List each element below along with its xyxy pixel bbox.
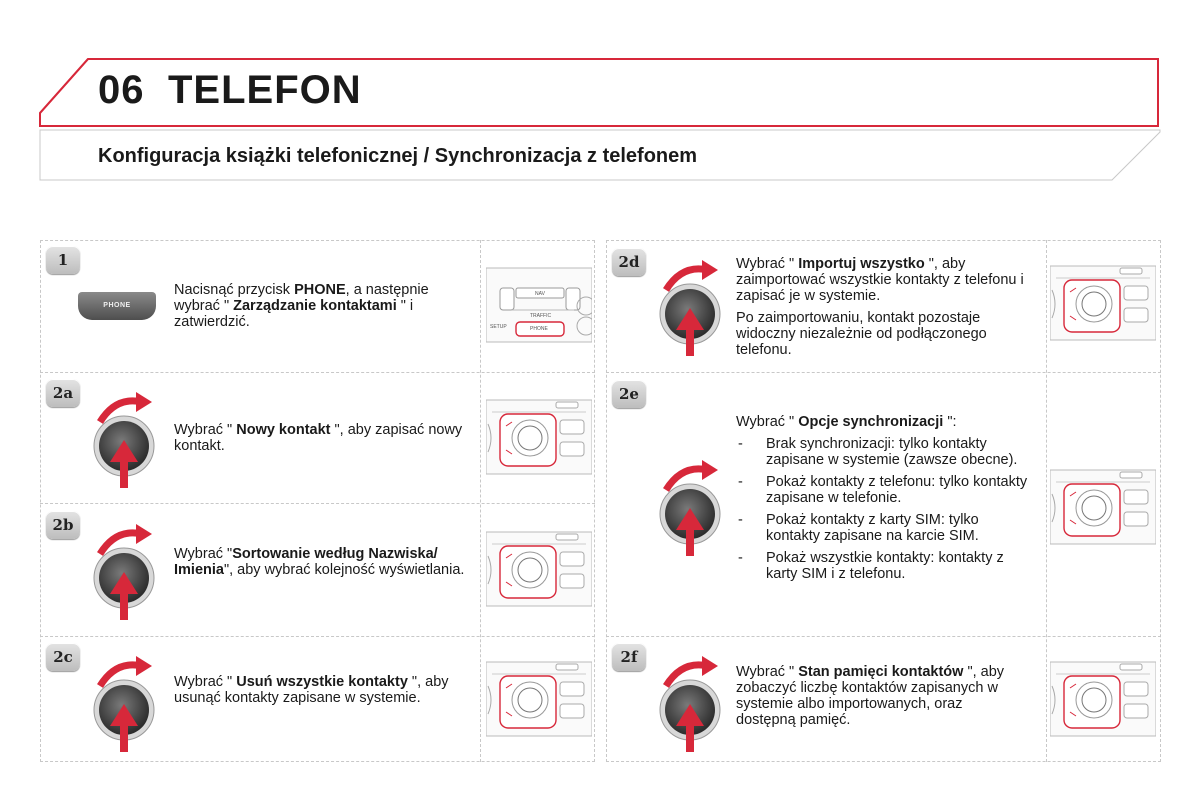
step-2a-text: Wybrać " Nowy kontakt ", aby zapisać nowy kontakt.: [174, 422, 463, 454]
rotary-knob-icon: [86, 520, 166, 620]
nav-label: NAV: [535, 291, 545, 297]
rotary-knob-icon: [652, 456, 732, 556]
chapter-header: [0, 0, 1200, 200]
sync-option: - Pokaż wszystkie kontakty: kontakty z karty SIM i z telefonu.: [736, 550, 1036, 582]
sync-option: - Pokaż kontakty z telefonu: tylko kontakty zapisane w telefonie.: [736, 474, 1036, 506]
sync-option: - Brak synchronizacji: tylko kontakty zapisane w systemie (zawsze obecne).: [736, 436, 1036, 468]
right-row-divider-2: [606, 636, 1161, 637]
control-dial-icon: [486, 398, 592, 476]
left-row-divider-1: [40, 372, 595, 373]
step-2d-text: Wybrać " Importuj wszystko ", aby zaimportować wszystkie kontakty z telefonu i zapisać je w systemie. Po zaimportowaniu, kontakt pozostaje widoczny niezależnie od podłączonego telefonu.: [736, 256, 1024, 358]
rotary-knob-icon: [86, 652, 166, 752]
step-badge: 1: [46, 246, 80, 274]
phone-label: PHONE: [294, 282, 346, 298]
step-badge: 2c: [46, 643, 80, 671]
control-dial-icon: [1050, 264, 1156, 342]
control-dial-icon: [1050, 660, 1156, 738]
control-dial-icon: [486, 660, 592, 738]
step-2e-text: Wybrać " Opcje synchronizacji ": - Brak synchronizacji: tylko kontakty zapisane w systemie (zawsze obecne). - Pokaż kontakty z telefonu: tylko kontakty zapisane w telefonie. - Pokaż kontakty z karty SIM: tylko kontakty zapisane na karcie SIM. - Pokaż wszystkie kontakty: kontakty z karty SIM i z telefonu.: [736, 414, 1036, 588]
step-badge: 2b: [46, 511, 80, 539]
chapter-title: TELEFON: [168, 68, 362, 112]
step-1-text: Nacisnąć przycisk PHONE, a następnie wybrać " Zarządzanie kontaktami " i zatwierdzić.: [174, 282, 429, 330]
contacts-management-label: Zarządzanie kontaktami: [233, 298, 397, 314]
left-row-divider-3: [40, 636, 595, 637]
sync-option: - Pokaż kontakty z karty SIM: tylko kontakty zapisane na karcie SIM.: [736, 512, 1036, 544]
step-badge: 2a: [46, 379, 80, 407]
step-badge: 2e: [612, 380, 646, 408]
setup-label: SETUP: [490, 324, 507, 330]
step-2b-text: Wybrać "Sortowanie według Nazwiska/ Imienia", aby wybrać kolejność wyświetlania.: [174, 546, 465, 578]
right-thumb-divider: [1046, 240, 1047, 762]
traffic-label: TRAFFIC: [530, 313, 552, 319]
rotary-knob-icon: [86, 388, 166, 488]
phone-button: PHONE: [78, 292, 156, 320]
control-dial-icon: [1050, 468, 1156, 546]
step-badge: 2f: [612, 643, 646, 671]
right-row-divider-1: [606, 372, 1161, 373]
step-badge: 2d: [612, 248, 646, 276]
rotary-knob-icon: [652, 652, 732, 752]
head-unit-thumbnail: [486, 266, 592, 344]
phone-thumb-label: PHONE: [530, 326, 548, 332]
rotary-knob-icon: [652, 256, 732, 356]
step-2c-text: Wybrać " Usuń wszystkie kontakty ", aby usunąć kontakty zapisane w systemie.: [174, 674, 449, 706]
step-2f-text: Wybrać " Stan pamięci kontaktów ", aby zobaczyć liczbę kontaktów zapisanych w systemie albo importowanych, oraz dostępną pamięć.: [736, 664, 1005, 728]
chapter-number: 06: [98, 68, 145, 112]
left-row-divider-2: [40, 503, 595, 504]
head-unit-panel-icon: [486, 266, 592, 344]
page-subtitle: Konfiguracja książki telefonicznej / Synchronizacja z telefonem: [98, 145, 698, 167]
control-dial-icon: [486, 530, 592, 608]
